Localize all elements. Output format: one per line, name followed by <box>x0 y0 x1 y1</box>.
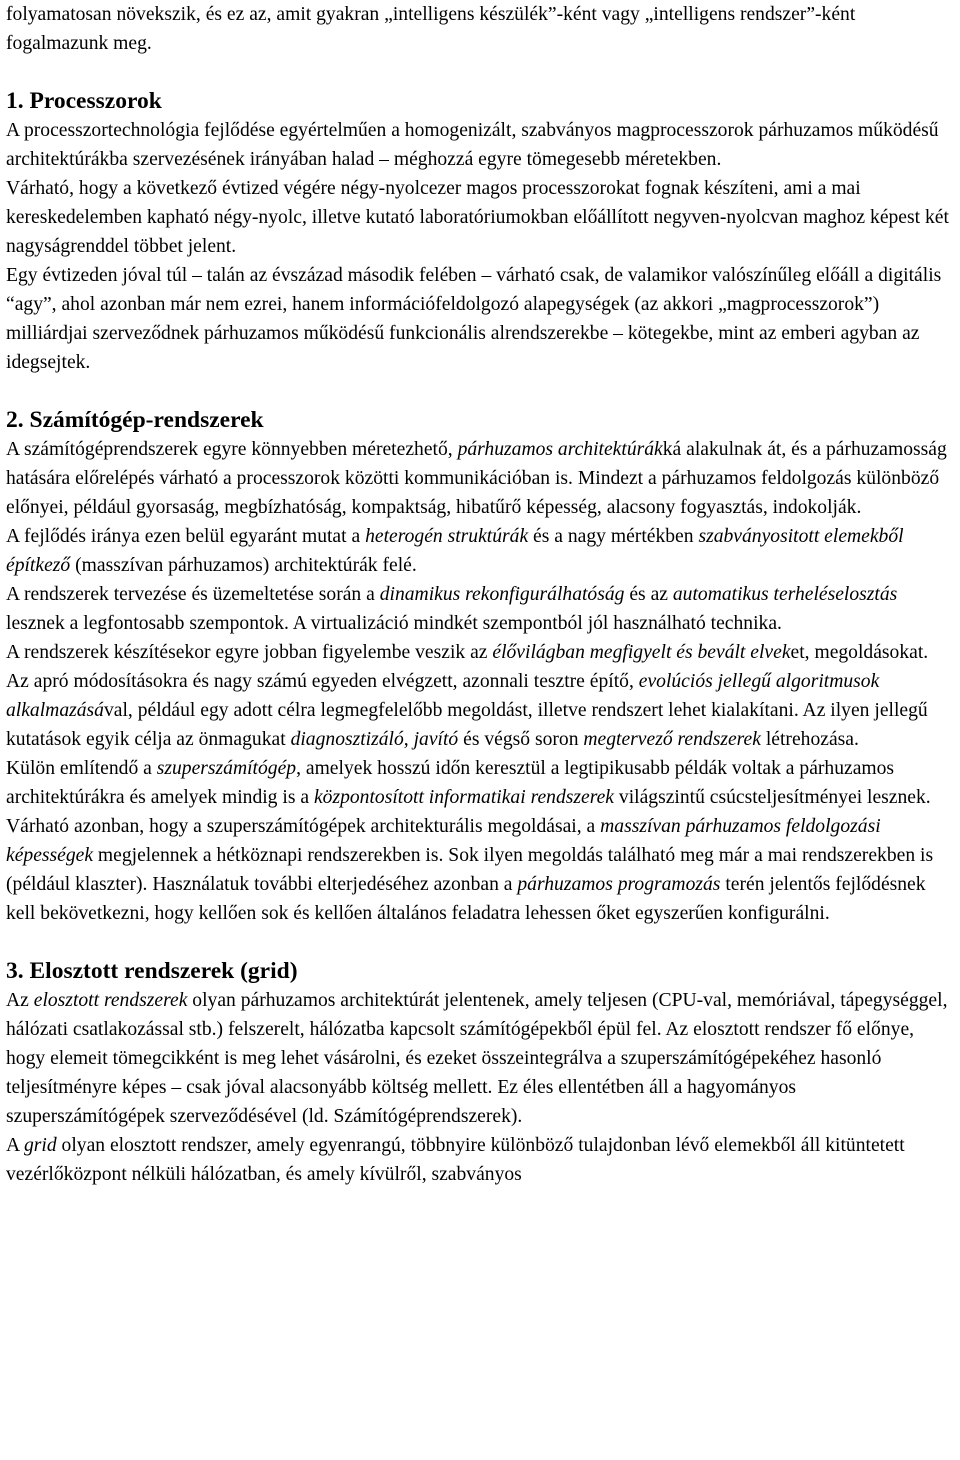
section-3-title: Elosztott rendszerek (grid) <box>29 958 298 984</box>
italic-term: megtervező rendszerek <box>583 729 761 750</box>
italic-term: párhuzamos programozás <box>517 874 721 895</box>
s2-paragraph-5: Külön említendő a szuperszámítógép, amelyek hosszú időn keresztül a legtipikusabb példák voltak a párhuzamos architektúrákra és amelyek mindig is a központosított informatikai rendszerek világszintű csúcsteljesítményei lesznek. <box>6 758 931 808</box>
s1-paragraph-2: Várható, hogy a következő évtized végére négy-nyolcezer magos processzorokat fognak készíteni, ami a mai kereskedelemben kapható négy-nyolc, illetve kutató laboratóriumokban előállított negyven-nyolcvan maghoz képest két nagyságrenddel többet jelent. <box>6 178 949 257</box>
italic-term: evolúciós jellegű algoritmusok alkalmazásá <box>6 671 880 721</box>
s2-paragraph-6: Várható azonban, hogy a szuperszámítógépek architekturális megoldásai, a masszívan párhuzamos feldolgozási képességek megjelennek a hétköznapi rendszerekben is. Sok ilyen megoldás található meg már a mai rendszerekben is (például klaszter). Használatuk további elterjedéséhez azonban a párhuzamos programozás terén jelentős fejlődésnek kell bekövetkezni, hogy kellően sok és kellően általános feladatra lehessen őket egyszerűen konfigurálni. <box>6 816 934 924</box>
italic-term: központosított informatikai rendszerek <box>313 787 615 808</box>
italic-term: élővilágban megfigyelt és bevált elvek <box>492 642 791 663</box>
italic-term: elosztott rendszerek <box>33 990 188 1011</box>
section-2-title: Számítógép-rendszerek <box>29 407 264 433</box>
italic-term: diagnosztizáló, javító <box>290 729 459 750</box>
intro-paragraph: folyamatosan növekszik, és ez az, amit gyakran „intelligens készülék”-ként vagy „intelligens rendszer”-ként fogalmazunk meg. <box>6 4 856 54</box>
section-2-number: 2. <box>6 407 24 433</box>
italic-term: heterogén struktúrák <box>365 526 529 547</box>
section-3-heading <box>6 957 954 986</box>
italic-term: párhuzamos architektúrák <box>457 439 663 460</box>
section-3-number: 3. <box>6 958 24 984</box>
italic-term: szuperszámítógép <box>156 758 297 779</box>
section-1-heading <box>6 87 954 116</box>
s2-paragraph-4: A rendszerek készítésekor egyre jobban figyelembe veszik az élővilágban megfigyelt és bevált elveket, megoldásokat. Az apró módosításokra és nagy számú egyeden elvégzett, azonnali tesztre építő, evolúciós jellegű algoritmusok alkalmazásával, például egy adott célra legmegfelelőbb megoldást, illetve rendszert lehet kialakítani. Az ilyen jellegű kutatások egyik célja az önmagukat diagnosztizáló, javító és végső soron megtervező rendszerek létrehozása. <box>6 642 929 750</box>
italic-term: szabványositott elemekből építkező <box>6 526 904 576</box>
section-1-number: 1. <box>6 88 24 114</box>
italic-term: automatikus terheléselosztás <box>672 584 898 605</box>
s1-paragraph-1: A processzortechnológia fejlődése egyértelműen a homogenizált, szabványos magprocesszorok párhuzamos működésű architektúrákba szervezésének irányában halad – méghozzá egyre tömegesebb méretekben. <box>6 120 939 170</box>
italic-term: dinamikus rekonfigurálhatóság <box>379 584 625 605</box>
section-1-title: Processzorok <box>29 88 162 114</box>
s3-paragraph-2: A grid olyan elosztott rendszer, amely egyenrangú, többnyire különböző tulajdonban lévő elemekből áll kitüntetett vezérlőközpont nélküli hálózatban, és amely kívülről, szabványos <box>6 1135 905 1185</box>
s1-paragraph-3: Egy évtizeden jóval túl – talán az évszázad második felében – várható csak, de valamikor valószínűleg előáll a digitális “agy”, ahol azonban már nem ezrei, hanem információfeldolgozó alapegységek (az akkori „magprocesszorok”) milliárdjai szerveződnek párhuzamos működésű funkcionális alrendszerekbe – kötegekbe, mint az emberi agyban az idegsejtek. <box>6 265 942 373</box>
s2-paragraph-2: A fejlődés iránya ezen belül egyaránt mutat a heterogén struktúrák és a nagy mértékben szabványositott elemekből építkező (masszívan párhuzamos) architektúrák felé. <box>6 526 904 576</box>
italic-term: masszívan párhuzamos feldolgozási képességek <box>6 816 881 866</box>
s2-paragraph-3: A rendszerek tervezése és üzemeltetése során a dinamikus rekonfigurálhatóság és az automatikus terheléselosztás lesznek a legfontosabb szempontok. A virtualizáció mindkét szempontból jól használható technika. <box>6 584 898 634</box>
s3-paragraph-1: Az elosztott rendszerek olyan párhuzamos architektúrát jelentenek, amely teljesen (CPU-val, memóriával, tápegységgel, hálózati csatlakozással stb.) felszerelt, hálózatba kapcsolt számítógépekből épül fel. Az elosztott rendszer fő előnye, hogy elemeit tömegcikként is meg lehet vásárolni, és ezeket összeintegrálva a szuperszámítógépekéhez hasonló teljesítményre képes – csak jóval alacsonyább költség mellett. Ez éles ellentétben áll a hagyományos szuperszámítógépek szerveződésével (ld. Számítógéprendszerek). <box>6 990 948 1127</box>
section-2-heading <box>6 406 954 435</box>
italic-term: grid <box>23 1135 57 1156</box>
s2-paragraph-1: A számítógéprendszerek egyre könnyebben méretezhető, párhuzamos architektúrákká alakulnak át, és a párhuzamosság hatására előrelépés várható a processzorok közötti kommunikációban is. Mindezt a párhuzamos feldolgozás különböző előnyei, például gyorsaság, megbízhatóság, kompaktság, hibatűrő képesség, alacsony fogyasztás, indokolják. <box>6 439 947 518</box>
